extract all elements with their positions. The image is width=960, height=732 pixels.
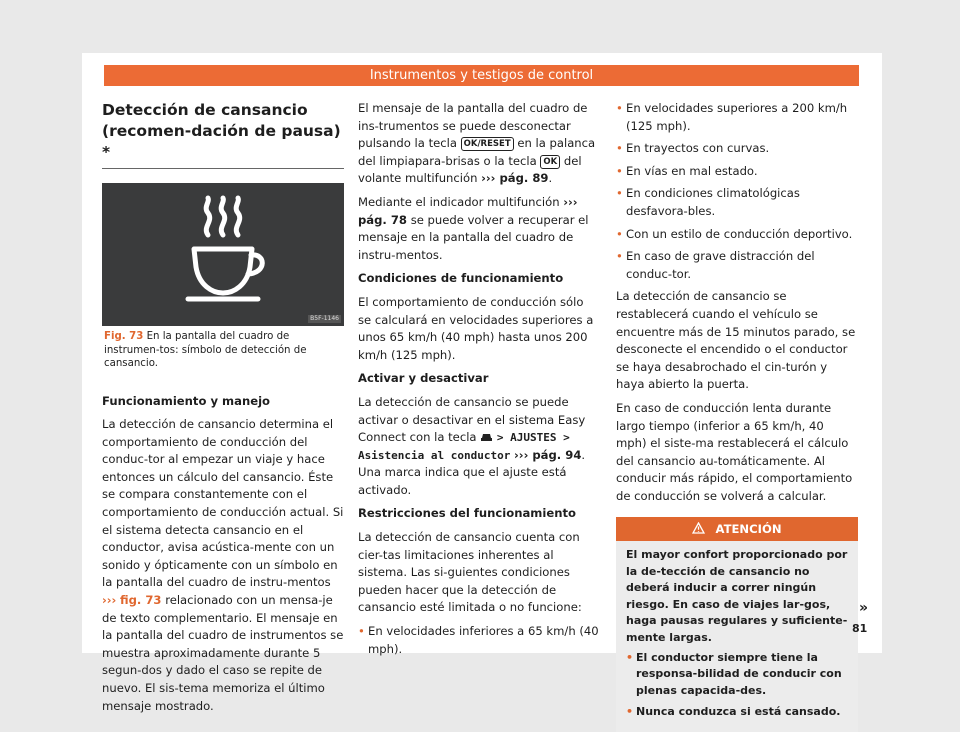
list-item-text: En vías en mal estado.	[626, 163, 758, 178]
heading-conditions: Condiciones de funcionamiento	[358, 271, 564, 286]
page-link-94[interactable]: ››› pág. 94	[514, 447, 582, 462]
heading-activate: Activar y desactivar	[358, 371, 489, 386]
list-item-text: Nunca conduzca si está cansado.	[636, 705, 841, 719]
list-item	[616, 140, 858, 158]
list-item-text: En trayectos con curvas.	[626, 141, 770, 156]
column-right	[616, 100, 858, 732]
list-item-text: Con un estilo de conducción deportivo.	[626, 226, 853, 241]
paragraph-function-text: La detección de cansancio determina el comportamiento de conducción del conduc-tor al empezar un viaje y hace entonces un cálculo del cansancio. Éste se compara constantemente con el comportamiento de conducción actual. Si el sistema detecta cansancio en el conductor, avisa acústica-mente con un sonido y ópticamente con un símbolo en la pantalla del cuadro de instru-mentos	[102, 417, 344, 590]
page-link-89[interactable]: ››› pág. 89	[481, 171, 549, 186]
warning-list-item	[626, 650, 848, 699]
title-divider	[102, 168, 344, 169]
figure-code: B5F-1146	[310, 315, 339, 322]
list-item-text: En condiciones climatológicas desfavora-bles.	[626, 186, 800, 218]
paragraph-text: La detección de cansancio se puede activar o desactivar en el sistema Easy Connect con la tecla	[358, 394, 586, 445]
paragraph-text: se puede volver a recuperar el mensaje en la pantalla del cuadro de instru-mentos.	[358, 212, 589, 262]
list-item-text: En velocidades superiores a 200 km/h (125 mph).	[626, 101, 848, 133]
bullet-icon: •	[616, 101, 623, 115]
page-number: 81	[852, 622, 868, 635]
paragraph-disconnect	[358, 100, 600, 188]
bullet-icon: •	[616, 186, 623, 201]
figure-caption	[102, 330, 344, 371]
bullet-icon: •	[626, 650, 634, 664]
list-item	[616, 185, 858, 220]
paragraph-conditions: El comportamiento de conducción sólo se calculará en velocidades superiores a unos 65 km/h (40 mph) hasta unos 200 km/h (125 mph).	[358, 294, 594, 362]
list-item	[616, 163, 858, 181]
list-item	[616, 248, 858, 283]
paragraph-multifunction	[358, 194, 600, 264]
warning-title: ATENCIÓN	[715, 522, 782, 537]
section-title: Detección de cansancio (recomen-dación de pausa) *	[102, 101, 341, 161]
list-item-text: En velocidades inferiores a 65 km/h (40 mph).	[368, 624, 599, 656]
paragraph-text: en la palanca del limpiapara-brisas o la tecla	[358, 136, 596, 168]
paragraph-text: Mediante el indicador multifunción	[358, 194, 560, 209]
list-item	[616, 100, 858, 135]
paragraph-activate	[358, 394, 600, 500]
chapter-header	[104, 65, 859, 86]
column-middle	[358, 100, 600, 663]
warning-body	[616, 541, 858, 731]
ok-reset-key-icon: OK/RESET	[461, 137, 514, 151]
paragraph-slow-driving: En caso de conducción lenta durante largo tiempo (inferior a 65 km/h, 40 mph) el siste-ma restablecerá el cálculo del cansancio au-tomáticamente. Al conducir más rápido, el comportamiento de conducción se volverá a calcular.	[616, 400, 853, 503]
paragraph-text: . Una marca indica que el ajuste está activado.	[358, 447, 586, 497]
warning-list-item	[626, 704, 848, 720]
warning-box	[616, 517, 858, 731]
list-item-text: En caso de grave distracción del conduc-tor.	[626, 249, 815, 281]
menu-path: > AJUSTES > Asistencia al conductor	[358, 431, 570, 462]
figure-73	[102, 183, 344, 326]
paragraph-reset: La detección de cansancio se restablecerá cuando el vehículo se encuentre más de 15 minutos parado, se desconecte el encendido o el conductor se haya desabrochado el cin-turón y haya abierto la puerta.	[616, 289, 856, 392]
bullet-icon: •	[616, 226, 623, 241]
heading-restrictions: Restricciones del funcionamiento	[358, 506, 576, 521]
warning-header	[616, 517, 858, 541]
list-item-text: El conductor siempre tiene la responsa-bilidad de conducir con plenas capacida-des.	[636, 650, 842, 697]
paragraph-function-text-2: relacionado con un mensa-je de texto complementario. El mensaje en la pantalla del cuadro de instrumentos se muestra aproximadamente durante 5 segun-dos y dado el caso se repite de nuevo. El sis-tema memoriza el último mensaje mostrado.	[102, 593, 344, 713]
coffee-cup-icon	[102, 183, 344, 326]
paragraph-function	[102, 416, 344, 715]
paragraph-text: El mensaje de la pantalla del cuadro de ins-trumentos se puede desconectar pulsando la tecla	[358, 101, 588, 151]
manual-page	[82, 53, 882, 719]
bullet-icon: •	[626, 705, 634, 719]
list-item	[616, 226, 858, 244]
continue-mark: »	[859, 600, 869, 616]
bullet-icon: •	[616, 141, 623, 156]
paragraph-restrictions: La detección de cansancio cuenta con cier-tas limitaciones inherentes al sistema. Las si-guientes condiciones pueden hacer que la detección de cansancio esté limitada o no funcione:	[358, 530, 582, 615]
heading-function: Funcionamiento y manejo	[102, 393, 271, 408]
bullet-icon: •	[616, 249, 623, 264]
figure-number: Fig. 73	[104, 331, 144, 342]
paragraph-text: .	[548, 171, 553, 186]
chapter-title: Instrumentos y testigos de control	[369, 68, 594, 83]
warning-triangle-icon	[692, 522, 705, 534]
list-item	[358, 623, 600, 658]
figure-link[interactable]: fig. 73	[120, 593, 162, 608]
car-menu-icon	[480, 432, 493, 442]
figure-caption-text: En la pantalla del cuadro de instrumen-tos: símbolo de detección de cansancio.	[104, 331, 307, 369]
ok-key-icon: OK	[540, 155, 560, 169]
paragraph-text: del volante multifunción	[358, 153, 582, 186]
page-link-78[interactable]: ››› pág. 78	[358, 194, 578, 227]
bullet-icon: •	[358, 624, 365, 639]
column-left	[102, 100, 344, 721]
figure-link-arrow[interactable]: ›››	[102, 593, 117, 608]
bullet-icon: •	[616, 163, 623, 178]
warning-text: El mayor confort proporcionado por la de-tección de cansancio no deberá inducir a correr ningún riesgo. En caso de viajes lar-gos, haga pausas regulares y suficiente-mente largas.	[626, 548, 848, 644]
